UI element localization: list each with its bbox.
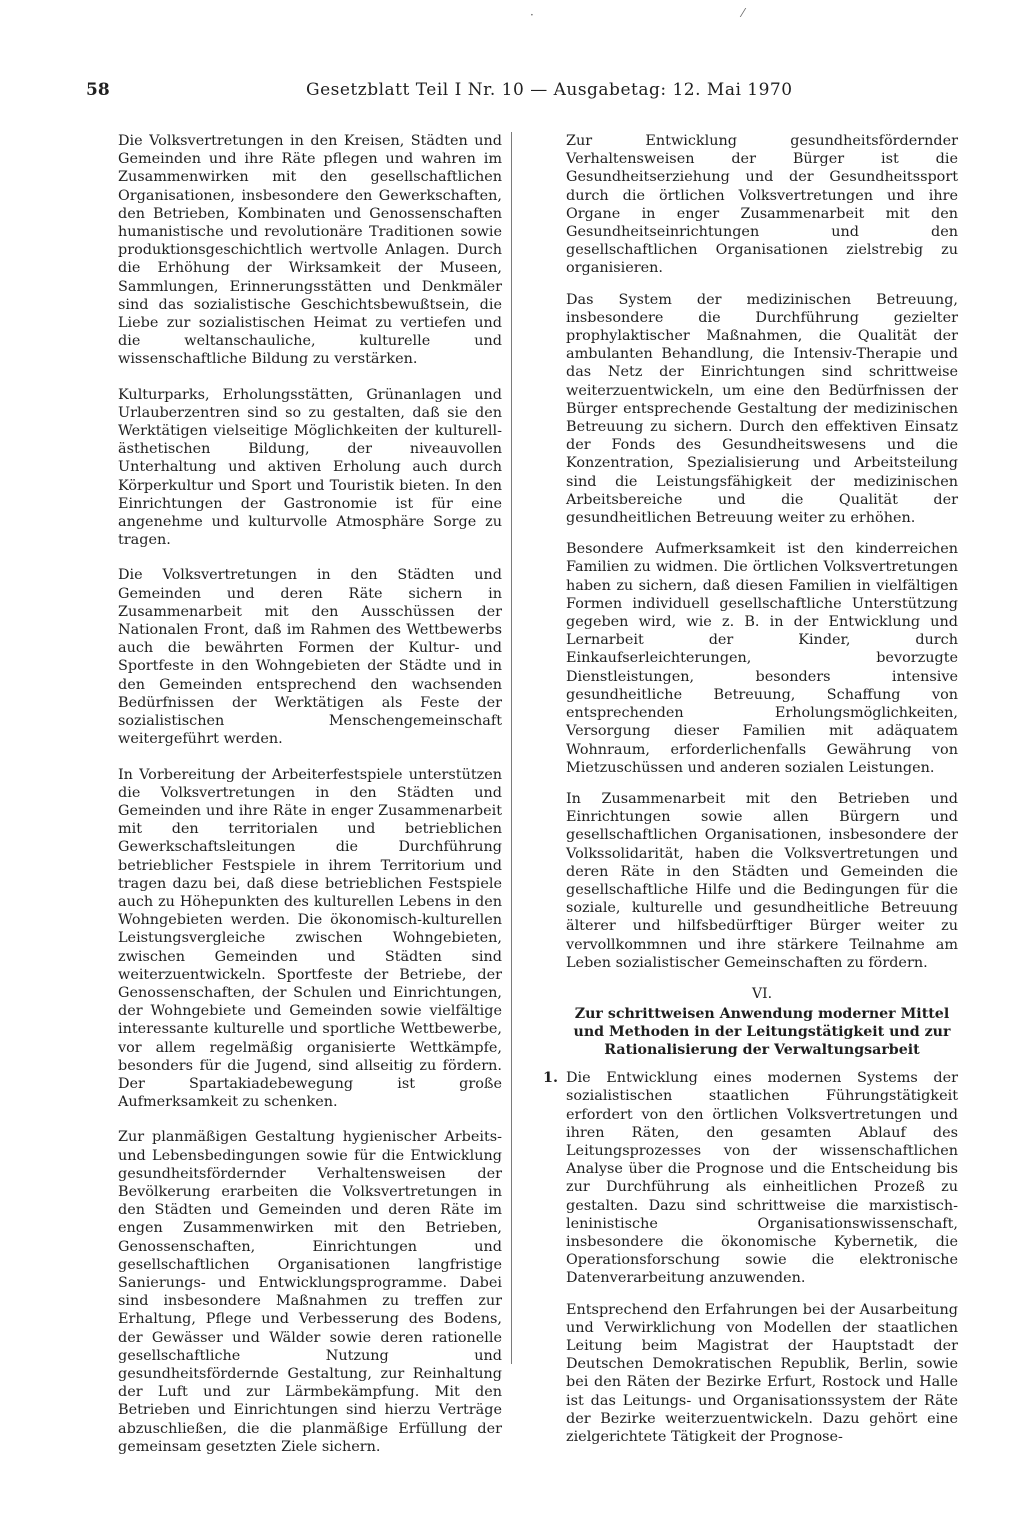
numbered-item — [538, 1069, 958, 1287]
column-divider — [511, 132, 512, 1364]
section-heading: Zur schrittweisen Anwendung moderner Mittel und Methoden in der Leitungstätigkeit und zur Rationalisierung der Verwaltungsarbeit — [573, 1006, 951, 1059]
print-speck: ⁄ — [742, 6, 745, 20]
paragraph: In Vorbereitung der Arbeiterfestspiele unterstützen die Volksvertretungen in den Städten und Gemeinden und ihre Räte in enger Zusammenarbeit mit den territorialen und betrieblichen Gewerkschaftsleitungen die Durchführung betrieblicher Festspiele in ihrem Territorium und tragen dazu bei, daß diese betrieblichen Festspiele auch zu Höhepunkten des kulturellen Lebens in den Wohngebieten werden. Die ökonomisch-kulturellen Leistungsvergleiche zwischen Wohngebieten, zwischen Gemeinden und Städten sind weiterzuentwickeln. Sportfeste der Betriebe, der Genossenschaften, der Schulen und Einrichtungen, der Wohngebiete und Gemeinden sowie vielfältige interessante kulturelle und sportliche Wettbewerbe, vor allem regelmäßig organisierte Wettkämpfe, besonders für die Jugend, sind allseitig zu fördern. Der Spartakiadebewegung ist große Aufmerksamkeit zu schenken. — [118, 766, 502, 1111]
paragraph: Zur planmäßigen Gestaltung hygienischer Arbeits- und Lebensbedingungen sowie für die Entwicklung gesundheitsfördernder Verhaltensweisen der Bevölkerung erarbeiten die Volksvertretungen in den Städten und Gemeinden und deren Räte im engen Zusammenwirken mit den Betrieben, Genossenschaften, Einrichtungen und gesellschaftlichen Organisationen langfristige Sanierungs- und Entwicklungsprogramme. Dabei sind insbesondere Maßnahmen zu treffen zur Erhaltung, Pflege und Verbesserung des Bodens, der Gewässer und Wälder sowie deren rationelle gesellschaftliche Nutzung und gesundheitsfördernde Gestaltung, zur Reinhaltung der Luft und zur Lärmbekämpfung. Mit den Betrieben und Einrichtungen sind hierzu Verträge abzuschließen, die die planmäßige Erfüllung der gemeinsam gesetzten Ziele sichern. — [118, 1129, 502, 1455]
paragraph: Zur Entwicklung gesundheitsfördernder Verhaltensweisen der Bürger ist die Gesundheitserziehung und der Gesundheitssport durch die örtlichen Volksvertretungen und ihre Organe in enger Zusammenarbeit mit den Gesundheitseinrichtungen und den gesellschaftlichen Organisationen zielstrebig zu organisieren. — [566, 133, 958, 277]
left-column — [118, 132, 502, 1473]
paragraph: Das System der medizinischen Betreuung, insbesondere die Durchführung gezielter prophylaktischer Maßnahmen, die Qualität der ambulanten Behandlung, die Intensiv-Therapie und das Netz der Einrichtungen sind schrittweise weiterzuentwickeln, um eine den Bedürfnissen der Bürger entsprechende Gestaltung der medizinischen Betreuung zu sichern. Durch den effektiven Einsatz der Fonds des Gesundheitswesens und die Konzentration, Spezialisierung und Arbeitsteilung sind die Leistungsfähigkeit der medizinischen Arbeitsbereiche und die Qualität der gesundheitlichen Betreuung weiter zu erhöhen. — [566, 291, 958, 527]
paragraph: Die Volksvertretungen in den Kreisen, Städten und Gemeinden und ihre Räte pflegen und wahren im Zusammenwirken mit den gesellschaftlichen Organisationen, insbesondere den Gewerkschaften, den Betrieben, Kombinaten und Genossenschaften humanistische und revolutionäre Traditionen sowie produktionsgeschichtlich wertvolle Anlagen. Durch die Erhöhung der Wirksamkeit der Museen, Sammlungen, Erinnerungsstätten und Denkmäler sind das sozialistische Geschichtsbewußtsein, die Liebe zur sozialistischen Heimat zu vertiefen und die weltanschauliche, kulturelle und wissenschaftliche Bildung zu verstärken. — [118, 133, 502, 368]
paragraph: Besondere Aufmerksamkeit ist den kinderreichen Familien zu widmen. Die örtlichen Volksvertretungen haben zu sichern, daß diesen Familien in vielfältigen Formen individuell gesellschaftliche Unterstützung gegeben wird, wie z. B. in der Entwicklung und Lernarbeit der Kinder, durch Einkaufserleichterungen, bevorzugte Dienstleistungen, besonders intensive gesundheitliche Betreuung, Schaffung von entsprechenden Erholungsmöglichkeiten, Versorgung dieser Familien mit adäquatem Wohnraum, erforderlichenfalls Gewährung von Mietzuschüssen und anderen sozialen Leistungen. — [566, 541, 958, 776]
page-number: 58 — [86, 80, 110, 100]
item-number: 1. — [542, 1069, 558, 1087]
item-text: Die Entwicklung eines modernen Systems der sozialistischen staatlichen Führungstätigkeit erfordert von den örtlichen Volksvertretungen und ihren Räten, den gesamten Ablauf des Leitungsprozesses von der wissenschaftlichen Analyse über die Prognose und die Entscheidung bis zur Durchführung als einheitlichen Prozeß zu gestalten. Dazu sind schrittweise die marxistisch-leninistische Organisationswissenschaft, insbesondere die ökonomische Kybernetik, die Operationsforschung sowie die elektronische Datenverarbeitung anzuwenden. — [566, 1070, 958, 1287]
paragraph: Entsprechend den Erfahrungen bei der Ausarbeitung und Verwirklichung von Modellen der staatlichen Leitung beim Magistrat der Hauptstadt der Deutschen Demokratischen Republik, Berlin, sowie bei den Räten der Bezirke Erfurt, Rostock und Halle ist das Leitungs- und Organisationssystem der Räte der Bezirke weiterzuentwickeln. Dazu gehört eine zielgerichtete Tätigkeit der Prognose- — [566, 1301, 958, 1445]
paragraph: Die Volksvertretungen in den Städten und Gemeinden und deren Räte sichern in Zusammenarbeit mit den Ausschüssen der Nationalen Front, daß im Rahmen des Wettbewerbs auch die bewährten Formen der Kultur- und Sportfeste in den Wohngebieten der Städte und in den Gemeinden entsprechend den wachsenden Bedürfnissen der Werktätigen als Feste der sozialistischen Menschengemeinschaft weitergeführt werden. — [118, 567, 502, 748]
paragraph: Kulturparks, Erholungsstätten, Grünanlagen und Urlauberzentren sind so zu gestalten, daß sie den Werktätigen vielseitige Möglichkeiten der kulturell-ästhetischen Bildung, der niveauvollen Unterhaltung und aktiven Erholung auch durch Körperkultur und Sport und Touristik bieten. In den Einrichtungen der Gastronomie ist für eine angenehme und kulturvolle Atmosphäre Sorge zu tragen. — [118, 386, 502, 549]
paragraph: In Zusammenarbeit mit den Betrieben und Einrichtungen sowie allen Bürgern und gesellschaftlichen Organisationen, insbesondere der Volkssolidarität, haben die Volksvertretungen und deren Räte in den Städten und Gemeinden die gesellschaftliche Hilfe und die Bedingungen für die soziale, kulturelle und gesundheitliche Betreuung älterer und hilfsbedürftiger Bürger weiter zu vervollkommnen und ihre stärkere Teilnahme am Leben sozialistischer Gemeinschaften zu fördern. — [566, 790, 958, 971]
print-speck: · — [530, 8, 534, 22]
section-numeral: VI. — [751, 985, 773, 1002]
page-header — [86, 80, 956, 108]
running-title: Gesetzblatt Teil I Nr. 10 — Ausgabetag: 12. Mai 1970 — [306, 80, 793, 100]
right-column — [542, 132, 958, 1459]
